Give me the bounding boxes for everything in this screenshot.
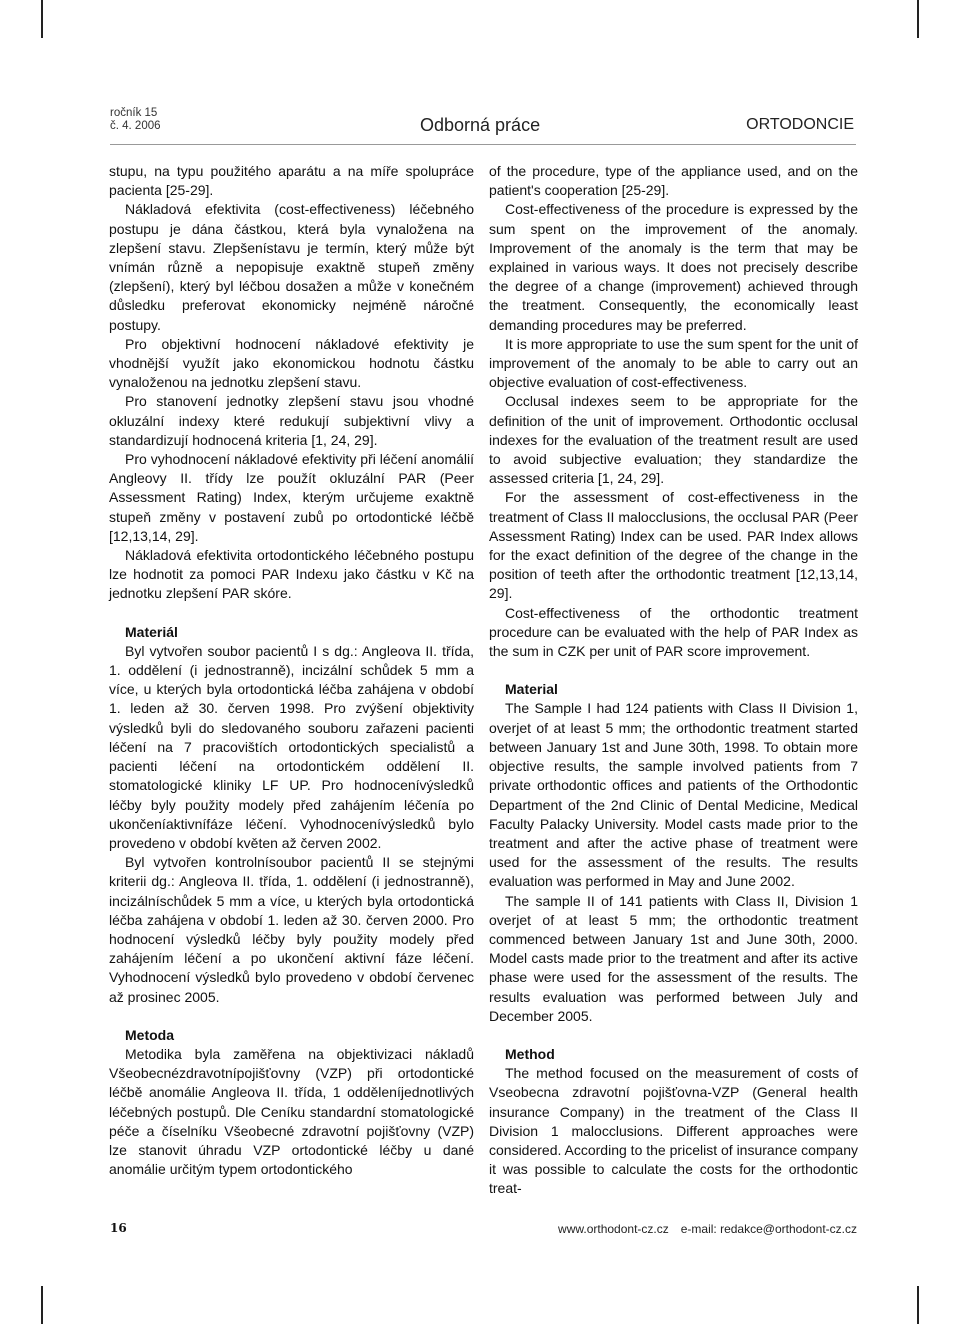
paragraph: Pro stanovení jednotky zlepšení stavu jsou vhodné okluzální indexy které redukují subjektivní vlivy a standardizují hodnocená kriteria [1, 24, 29]. [109,393,474,448]
paragraph: For the assessment of cost-effectiveness in the treatment of Class II malocclusions, the occlusal PAR (Peer Assessment Rating) Index can be used. PAR Index allows for the exact definition of the degree of the change in the position of teeth after the orthodontic treatment [12,13,14, 29]. [489,489,858,602]
website-link[interactable]: www.orthodont-cz.cz [558,1222,669,1236]
paragraph: stupu, na typu použitého aparátu a na míře spolupráce pacienta [25-29]. [109,163,474,199]
czech-column [109,162,474,1179]
section-heading-material: Materiál [125,623,178,640]
paragraph: The method focused on the measurement of costs of Vseobecna zdravotní pojišťovna-VZP (General health insurance Company) in the treatment of the Class II Division 1 malocclusions. Different approaches were considered. According to the pricelist of insurance company it was possible to calculate the costs for the orthodontic treat- [489,1065,858,1197]
paragraph: Byl vytvořen soubor pacientů I s dg.: Angleova II. třída, 1. oddělení (i jednostranně), incizální schůdek 5 mm a více, u kterých byla ortodontická léčba zahájena v období 1. leden až 30. červen 1998. Pro zvýšení objektivity výsledků byli do sledovaného souboru zařazeni pacienti léčení na 7 pracovištích ortodontických specialistů a pacienti léčení na ortodontickém oddělení II. stomatologické kliniky LF UP. Pro hodnocenívýsledků léčby byly použity modely před zahájením léčenía po ukončeníaktivnífáze léčení. Vyhodnocenívýsledků bylo provedeno v období květen až červen 2002. [109,642,474,851]
paragraph: The sample II of 141 patients with Class II, Division 1 overjet of at least 5 mm; the orthodontic treatment commenced between January 1st and June 30th, 2000. Model casts made prior to the treatment and after its active phase were used for the assessment of the results. The results evaluation was performed between July and December 2005. [489,892,858,1024]
paragraph: Nákladová efektivita (cost-effectiveness) léčebného postupu je dána částkou, která byla vynaložena na zlepšení stavu. Zlepšenístavu je termín, který může být vnímán různě a nepopisuje exaktně stupeň změny (zlepšení), který byl léčbou dosažen a může v konečném důsledku preferovat ekonomicky nejméně náročné postupy. [109,201,474,333]
section-heading-material: Material [505,681,558,698]
crop-mark-bottom-left [41,1286,43,1324]
paragraph: Metodika byla zaměřena na objektivizaci nákladů Všeobecnézdravotnípojišťovny (VZP) při ortodontické léčbě anomálie Angleova II. třída, 1 odděleníjednotlivých léčebných postupů. Dle Ceníku standardní stomatologické péče a číselníku Všeobecné zdravotní pojišťovny (VZP) lze stanovit úhradu VZP ortodontické léčby u dané anomálie určitým typem ortodontického [109,1045,474,1178]
english-column [489,162,858,1199]
spacer [489,661,858,680]
paragraph: Nákladová efektivita ortodontického léčebného postupu lze hodnotit za pomoci PAR Indexu jako částku v Kč na jednotku zlepšení PAR skóre. [109,547,474,602]
paragraph: Occlusal indexes seem to be appropriate for the definition of the unit of improvement. Orthodontic occlusal indexes for the evaluation of the treatment result are used to avoid subjective evaluation; they standardize the assessed criteria [1, 24, 29]. [489,393,858,487]
paragraph: of the procedure, type of the appliance used, and on the patient's cooperation [25-29]. [489,163,858,199]
paragraph: Cost-effectiveness of the procedure is expressed by the sum spent on the improvement of the anomaly. Improvement of the anomaly is the term that may be explained in various ways. It does not precisely describe the degree of a change (improvement) achieved through the treatment. Consequently, the economically least demanding procedures may be preferred. [489,201,858,333]
crop-mark-bottom-right [917,1286,919,1324]
paragraph: Cost-effectiveness of the orthodontic treatment procedure can be evaluated with the help of PAR Index as the sum in CZK per unit of PAR score improvement. [489,604,858,660]
paragraph: Pro objektivní hodnocení nákladové efektivity je vhodnější využít jako ekonomickou hodnotu částku vynaloženou na jednotku zlepšení stavu. [109,335,474,391]
issue-label: č. 4. 2006 [110,120,161,132]
paragraph: Byl vytvořen kontrolnísoubor pacientů II se stejnými kriterii dg.: Angleova II. třída, 1. oddělení (i jednostranně), incizálníschůdek 5 mm a více, u kterých byla ortodontická léčba zahájena v období 1. leden až 30. červen 2000. Pro hodnocení výsledků léčby byly použity modely před zahájením léčení a po ukončení aktivní fáze léčení. Vyhodnocení výsledků bylo provedeno v období červenec až prosinec 2005. [109,854,474,1005]
email-link[interactable]: e-mail: redakce@orthodont-cz.cz [680,1222,857,1236]
journal-name: ORTODONCIE [746,116,854,133]
paragraph: The Sample I had 124 patients with Class II Division 1, overjet of at least 5 mm; the orthodontic treatment started between January 1st and June 30th, 1998. To obtain more objective results, the sample involved patients from 7 private orthodontic offices and patients of the Orthodontic Department of the 2nd Clinic of Dental Medicine, Medical Faculty Palacky University. Model casts made prior to the treatment and after the active phase of treatment were used for the assessment of the results. The results evaluation was performed in May and June 2002. [489,700,858,890]
journal-issue-info [110,107,161,133]
footer-contact [558,1222,857,1236]
crop-mark-top-left [41,0,43,38]
spacer [109,604,474,623]
section-title: Odborná práce [420,115,541,135]
crop-mark-top-right [917,0,919,38]
volume-label: ročník 15 [110,107,158,119]
section-heading-method: Method [505,1045,555,1062]
spacer [489,1026,858,1045]
spacer [109,1007,474,1026]
paragraph: Pro vyhodnocení nákladové efektivity při léčení anomálií Angleovy II. třídy lze použít okluzální PAR (Peer Assessment Rating) Index, kterým určujeme exaktně stupeň změny v postavení zubů po ortodontické léčbě [12,13,14, 29]. [109,451,474,544]
paragraph: It is more appropriate to use the sum spent for the unit of improvement of the anomaly to be able to carry out an objective evaluation of cost-effectiveness. [489,335,858,391]
header-rule [110,144,856,145]
section-heading-method: Metoda [125,1026,174,1043]
page-number: 16 [110,1221,127,1235]
